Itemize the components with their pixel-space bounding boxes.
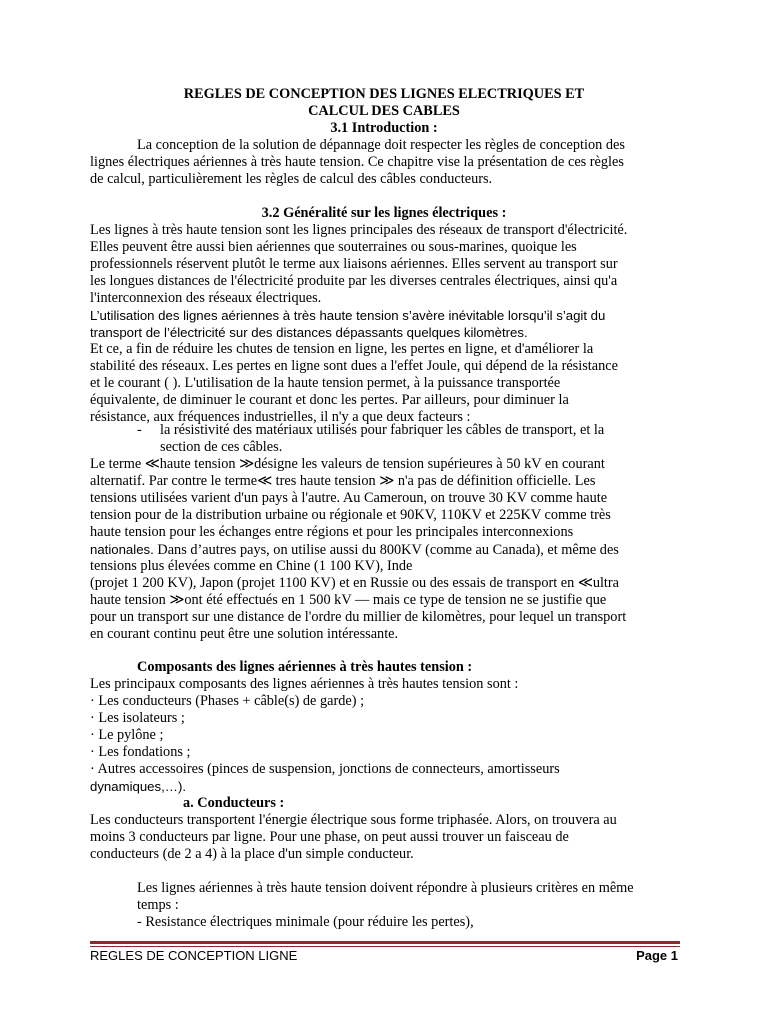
body-line: tension pour de la distribution urbaine ou régionale et 90KV, 110KV et 225KV comme très <box>90 507 611 523</box>
list-item: dynamiques,…). <box>90 779 187 794</box>
body-line: haute tension pour les échanges entre régions et pour les principales interconnexions <box>90 524 574 540</box>
bullet-dash: - <box>137 422 142 438</box>
body-line: Les conducteurs transportent l'énergie électrique sous forme triphasée. Alors, on trouvera au <box>90 812 617 828</box>
body-line: Et ce, a fin de réduire les chutes de tension en ligne, les pertes en ligne, et d'améliorer la <box>90 341 594 357</box>
footer-rule-thin <box>90 946 680 947</box>
bullet-line: section de ces câbles. <box>160 439 283 455</box>
body-line: Le terme ≪haute tension ≫désigne les valeurs de tension supérieures à 50 kV en courant <box>90 456 605 472</box>
body-line: L’utilisation des lignes aériennes à très haute tension s’avère inévitable lorsqu’il s’agit du <box>90 308 606 323</box>
body-line: alternatif. Par contre le terme≪ tres haute tension ≫ n'a pas de définition officielle. Les <box>90 473 596 489</box>
intro-line: La conception de la solution de dépannage doit respecter les règles de conception des <box>137 137 625 153</box>
body-text-serif: Dans d’autres pays, on utilise aussi du 800KV (comme au Canada), et même des <box>153 542 619 558</box>
section-heading-introduction: 3.1 Introduction : <box>330 120 438 136</box>
body-line: temps : <box>137 897 179 913</box>
body-line: (projet 1 200 KV), Japon (projet 1100 KV) et en Russie ou des essais de transport en ≪ultra <box>90 575 620 591</box>
list-item: · Les fondations ; <box>90 744 191 760</box>
body-line: haute tension ≫ont été effectués en 1 500 kV — mais ce type de tension ne se justifie que <box>90 592 607 608</box>
body-line: équivalente, de diminuer le courant et donc les pertes. Par ailleurs, pour diminuer la <box>90 392 569 408</box>
body-line: les longues distances de l'électricité produite par les diverses centrales électriques, ainsi qu'a <box>90 273 618 289</box>
intro-line: lignes électriques aériennes à très haute tension. Ce chapitre vise la présentation de ces règles <box>90 154 624 170</box>
document-title-line1: REGLES DE CONCEPTION DES LIGNES ELECTRIQUES ET <box>183 86 585 102</box>
body-line: en courant continu peut être une solution intéressante. <box>90 626 399 642</box>
body-line: et le courant ( ). L'utilisation de la haute tension permet, à la puissance transportée <box>90 375 561 391</box>
body-line: tensions plus élevées comme en Chine (1 100 KV), Inde <box>90 558 413 574</box>
subsection-heading-conducteurs: a. Conducteurs : <box>183 795 285 811</box>
list-item: · Les isolateurs ; <box>90 710 185 726</box>
section-heading-composants: Composants des lignes aériennes à très hautes tension : <box>137 659 473 675</box>
body-line: Elles peuvent être aussi bien aériennes que souterraines ou sous-marines, quoique les <box>90 239 577 255</box>
body-line <box>90 541 619 559</box>
body-line: tensions utilisées varient d'un pays à l'autre. Au Cameroun, on trouve 30 KV comme haute <box>90 490 608 506</box>
body-line: - Resistance électriques minimale (pour réduire les pertes), <box>137 914 474 930</box>
list-item: · Le pylône ; <box>90 727 164 743</box>
body-line: pour un transport sur une distance de l'ordre du millier de kilomètres, pour lequel un transport <box>90 609 627 625</box>
body-line: transport de l’électricité sur des distances dépassants quelques kilomètres. <box>90 325 528 340</box>
body-line: Les lignes aériennes à très haute tension doivent répondre à plusieurs critères en même <box>137 880 634 896</box>
body-line: Les lignes à très haute tension sont les lignes principales des réseaux de transport d'électricité. <box>90 222 628 238</box>
body-text-sans: nationales. <box>90 542 154 557</box>
list-item: · Autres accessoires (pinces de suspension, jonctions de connecteurs, amortisseurs <box>90 761 560 777</box>
body-line: conducteurs (de 2 a 4) à la place d'un simple conducteur. <box>90 846 414 862</box>
body-line: Les principaux composants des lignes aériennes à très hautes tension sont : <box>90 676 519 692</box>
section-heading-generalites: 3.2 Généralité sur les lignes électriques : <box>261 205 507 221</box>
intro-line: de calcul, particulièrement les règles de calcul des câbles conducteurs. <box>90 171 493 187</box>
footer-title: REGLES DE CONCEPTION LIGNE <box>90 948 298 963</box>
footer-rule <box>90 941 680 944</box>
body-line: moins 3 conducteurs par ligne. Pour une phase, on peut aussi trouver un faisceau de <box>90 829 569 845</box>
bullet-line: la résistivité des matériaux utilisés pour fabriquer les câbles de transport, et la <box>160 422 605 438</box>
document-title-line2: CALCUL DES CABLES <box>308 103 460 119</box>
body-line: professionnels réservent plutôt le terme aux liaisons aériennes. Elles servent au transport sur <box>90 256 618 272</box>
page-number: Page 1 <box>636 948 678 963</box>
body-line: stabilité des réseaux. Les pertes en ligne sont dues a l'effet Joule, qui dépend de la résistance <box>90 358 618 374</box>
list-item: · Les conducteurs (Phases + câble(s) de garde) ; <box>90 693 365 709</box>
body-line: résistance, aux fréquences industrielles, il n'y a que deux facteurs : <box>90 409 471 425</box>
body-line: l'interconnexion des réseaux électriques. <box>90 290 322 306</box>
